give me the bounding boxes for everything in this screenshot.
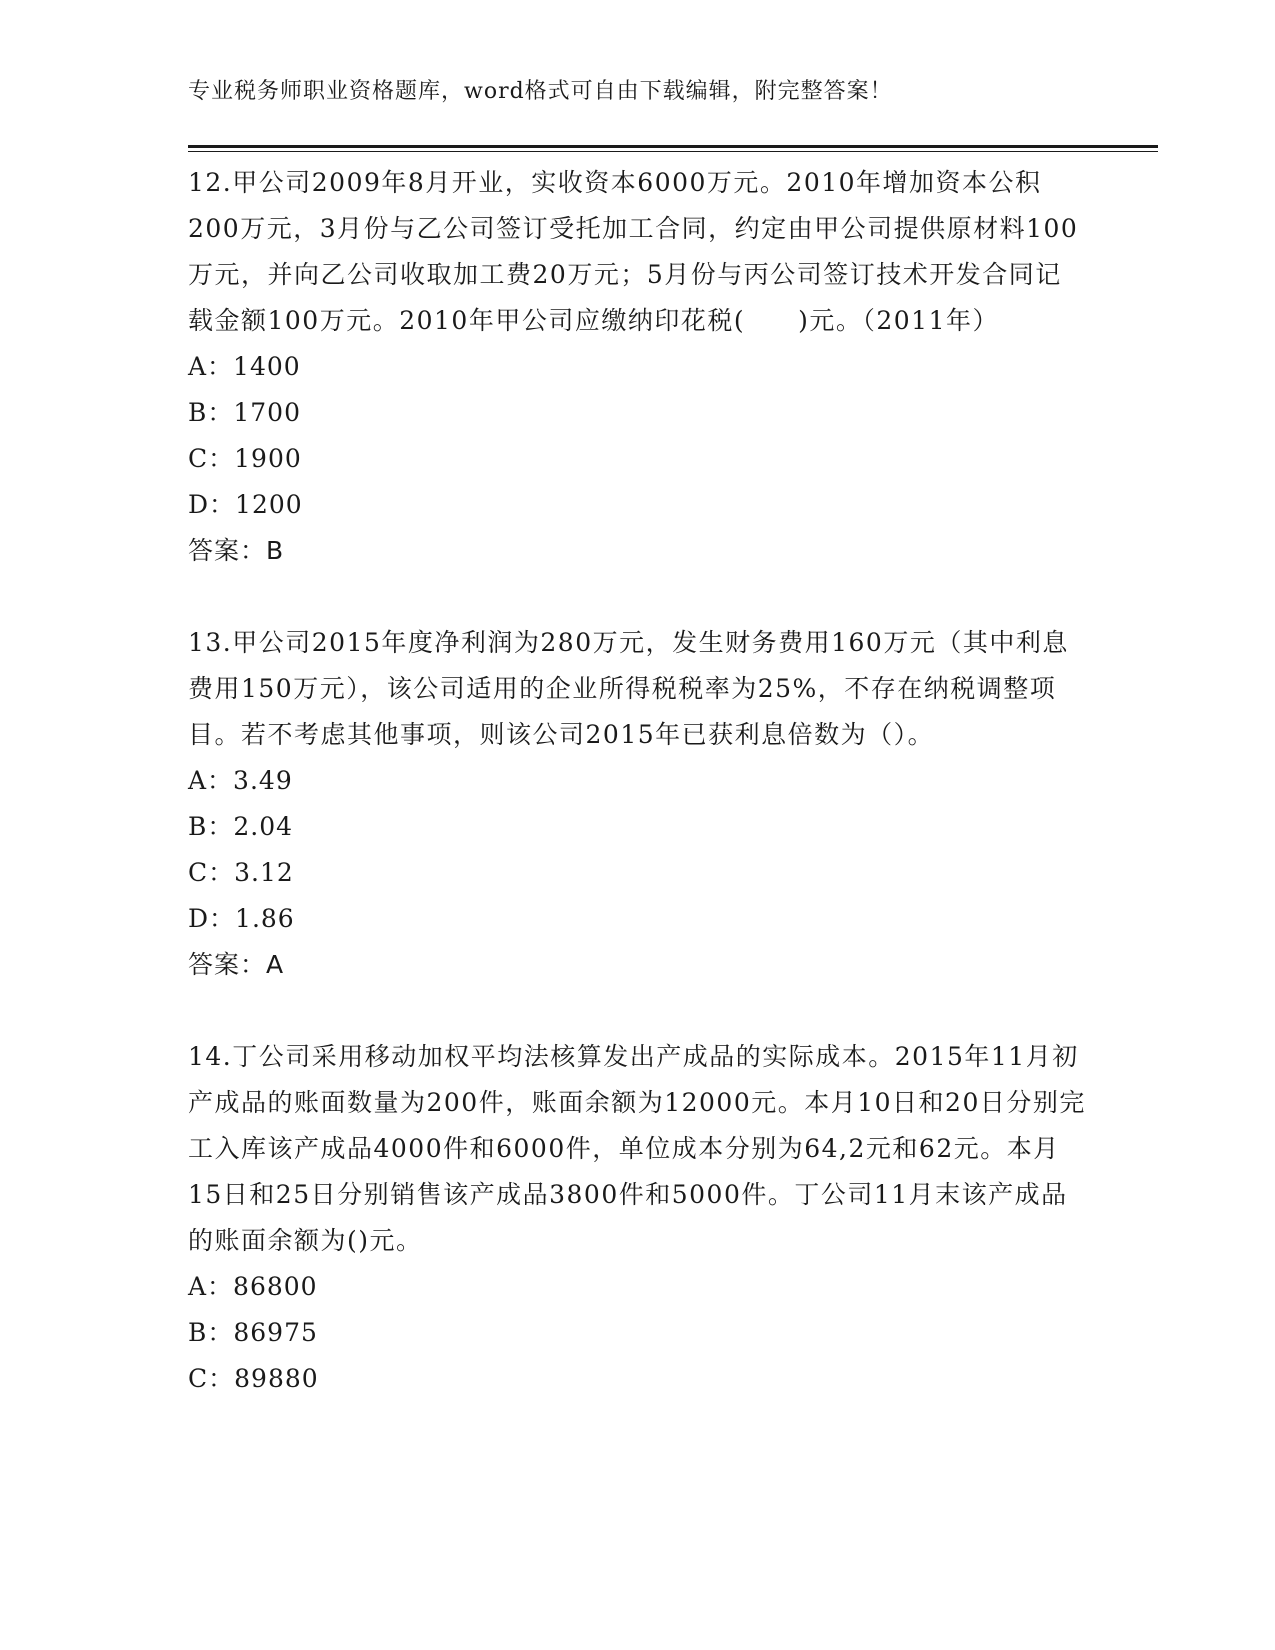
questions-content [188, 160, 1088, 1402]
option-a: A：1400 [188, 352, 301, 381]
spacer [188, 574, 1088, 620]
question-text: 12.甲公司2009年8月开业，实收资本6000万元。2010年增加资本公积200万元，3月份与乙公司签订受托加工合同，约定由甲公司提供原材料100万元，并向乙公司收取加工费20万元；5月份与丙公司签订技术开发合同记载金额100万元。2010年甲公司应缴纳印花税( )元。（2011年） [188, 168, 1079, 335]
answer: 答案：A [188, 950, 285, 979]
question-12 [188, 160, 1088, 574]
question-14 [188, 1034, 1088, 1402]
option-c: C：89880 [188, 1364, 319, 1393]
option-a: A：86800 [188, 1272, 318, 1301]
answer: 答案：B [188, 536, 285, 565]
spacer [188, 988, 1088, 1034]
option-d: D：1200 [188, 490, 303, 519]
header-rule-thick [188, 145, 1158, 148]
option-c: C：3.12 [188, 858, 294, 887]
option-c: C：1900 [188, 444, 302, 473]
option-b: B：1700 [188, 398, 301, 427]
option-b: B：86975 [188, 1318, 318, 1347]
question-text: 13.甲公司2015年度净利润为280万元，发生财务费用160万元（其中利息费用150万元），该公司适用的企业所得税税率为25%，不存在纳税调整项目。若不考虑其他事项，则该公司2015年已获利息倍数为（）。 [188, 628, 1069, 749]
option-a: A：3.49 [188, 766, 293, 795]
page-header: 专业税务师职业资格题库，word格式可自由下载编辑，附完整答案！ [188, 79, 893, 104]
option-b: B：2.04 [188, 812, 294, 841]
question-13 [188, 620, 1088, 988]
option-d: D：1.86 [188, 904, 295, 933]
header-rule-thin [188, 151, 1158, 152]
question-text: 14.丁公司采用移动加权平均法核算发出产成品的实际成本。2015年11月初产成品的账面数量为200件，账面余额为12000元。本月10日和20日分别完工入库该产成品4000件和6000件，单位成本分别为64,2元和62元。本月15日和25日分别销售该产成品3800件和5000件。丁公司11月末该产成品的账面余额为()元。 [188, 1042, 1086, 1255]
